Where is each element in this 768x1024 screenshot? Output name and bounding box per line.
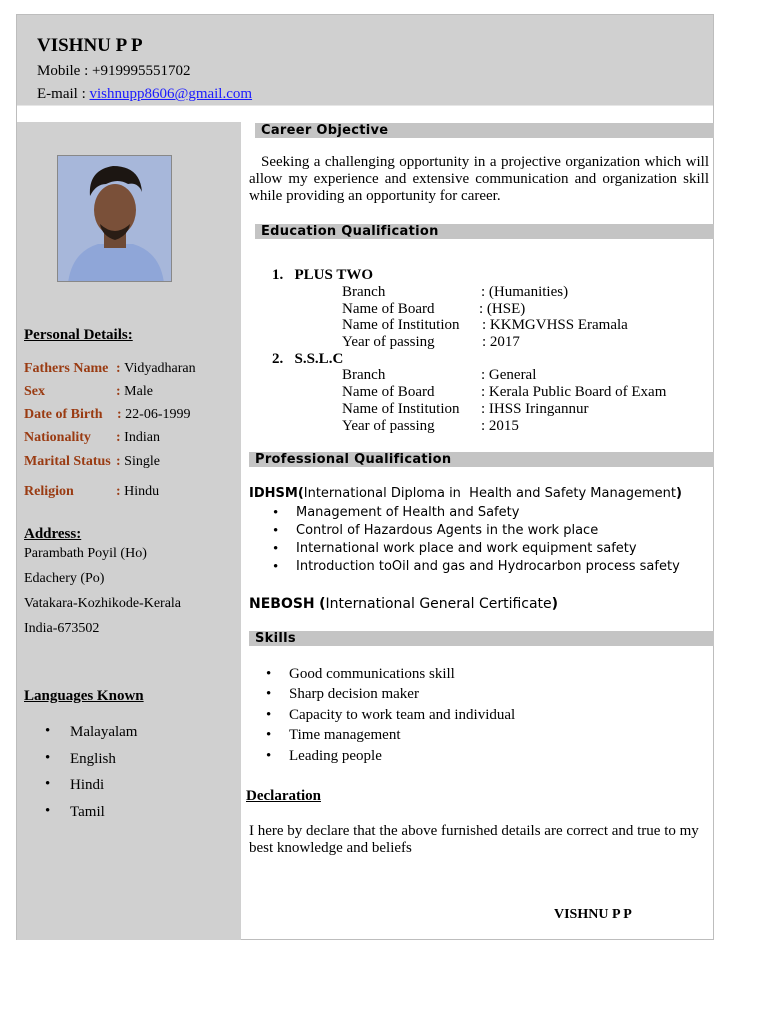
edu-row-label: Branch [342, 284, 386, 300]
edu-row-label: Name of Board [342, 384, 435, 400]
career-objective-heading: Career Objective [255, 123, 714, 138]
mobile-label: Mobile : [37, 63, 92, 79]
header-divider [17, 105, 713, 106]
declaration-heading: Declaration [246, 788, 321, 804]
nebosh-description: International General Certificate [325, 596, 552, 612]
header [17, 15, 713, 105]
nationality-value: Indian [124, 430, 160, 445]
edu-row-value: : General [481, 367, 537, 383]
address-line: India-673502 [24, 621, 100, 636]
edu-row-value: : KKMGVHSS Eramala [482, 317, 628, 333]
signature-name: VISHNU P P [554, 907, 632, 922]
email-line [37, 86, 252, 103]
idhsm-line: IDHSM(International Diploma in Health and Safety Management) [249, 486, 682, 501]
personal-row-nationality: Nationality : Indian [24, 430, 160, 445]
nebosh-line: NEBOSH (International General Certificate) [249, 596, 559, 612]
skill-item: • Leading people [289, 748, 382, 765]
religion-label: Religion [24, 484, 74, 499]
personal-row-marital-status: Marital Status : Single [24, 454, 160, 469]
nebosh-title: NEBOSH [249, 596, 315, 612]
edu-row-label: Year of passing [342, 334, 435, 350]
dob-label: Date of Birth [24, 407, 103, 422]
declaration-text: I here by declare that the above furnished details are correct and true to my best knowledge and beliefs [249, 823, 699, 856]
education-entry-name: S.S.L.C [294, 351, 344, 367]
career-objective-text: Seeking a challenging opportunity in a projective organization which will allow my experience and extensive communication and organization skill while providing an opportunity for career. [249, 154, 709, 204]
language-item: • English [45, 751, 137, 778]
idhsm-item: • Management of Health and Safety [296, 505, 519, 520]
edu-row-label: Branch [342, 367, 386, 383]
address-line: Parambath Poyil (Ho) [24, 546, 147, 561]
idhsm-item: • International work place and work equipment safety [296, 541, 637, 556]
education-entry-number: 2. [272, 351, 284, 367]
edu-row-label: Name of Institution [342, 317, 460, 333]
skill-item: • Sharp decision maker [289, 686, 419, 703]
edu-row-value: : (Humanities) [481, 284, 569, 300]
languages-heading: Languages Known [24, 688, 144, 704]
fathers-name-value: Vidyadharan [124, 361, 196, 376]
languages-list [45, 724, 137, 830]
edu-row-value: : Kerala Public Board of Exam [481, 384, 667, 400]
sex-value: Male [124, 384, 153, 399]
fathers-name-label: Fathers Name [24, 361, 109, 376]
email-label: E-mail : [37, 86, 90, 102]
idhsm-item: • Introduction toOil and gas and Hydrocarbon process safety [296, 559, 680, 574]
address-line: Edachery (Po) [24, 571, 105, 586]
skill-item: • Capacity to work team and individual [289, 707, 515, 724]
idhsm-item: • Control of Hazardous Agents in the work place [296, 523, 598, 538]
skill-item: • Time management [289, 727, 401, 744]
skill-item: • Good communications skill [289, 666, 455, 683]
edu-row-label: Year of passing [342, 418, 435, 434]
religion-value: Hindu [124, 484, 160, 499]
edu-row-label: Name of Institution [342, 401, 460, 417]
address-line: Vatakara-Kozhikode-Kerala [24, 596, 182, 611]
language-item: • Malayalam [45, 724, 137, 751]
idhsm-title: IDHSM [249, 486, 298, 501]
address-heading: Address: [24, 526, 82, 542]
edu-row-value: : 2017 [482, 334, 520, 350]
sex-label: Sex [24, 384, 45, 399]
education-entry-number: 1. [272, 267, 284, 283]
personal-details-heading: Personal Details: [24, 327, 133, 343]
edu-row-value: : (HSE) [479, 301, 526, 317]
personal-row-sex: Sex : Male [24, 384, 153, 399]
dob-value: 22-06-1999 [125, 407, 191, 422]
language-item: • Tamil [45, 804, 137, 831]
nationality-label: Nationality [24, 430, 91, 445]
language-item: • Hindi [45, 777, 137, 804]
education-entry-title [272, 351, 343, 368]
education-entry-title [272, 267, 373, 284]
idhsm-description: International Diploma in Health and Safety Management [303, 486, 676, 501]
person-silhouette-icon [58, 156, 172, 282]
personal-row-fathers-name: Fathers Name : Vidyadharan [24, 361, 196, 376]
resume-page [16, 14, 714, 940]
marital-status-label: Marital Status [24, 454, 111, 469]
personal-row-religion: Religion : Hindu [24, 484, 160, 499]
candidate-name: VISHNU P P [37, 35, 143, 56]
skills-heading: Skills [249, 631, 714, 646]
personal-row-dob: Date of Birth : 22-06-1999 [24, 407, 191, 422]
email-link[interactable]: vishnupp8606@gmail.com [89, 86, 253, 102]
edu-row-label: Name of Board [342, 301, 435, 317]
mobile-number: +919995551702 [92, 63, 191, 79]
profile-photo [57, 155, 172, 282]
edu-row-value: : IHSS Iringannur [481, 401, 589, 417]
marital-status-value: Single [124, 454, 160, 469]
professional-heading: Professional Qualification [249, 452, 714, 467]
education-heading: Education Qualification [255, 224, 714, 239]
education-entry-name: PLUS TWO [294, 267, 373, 283]
edu-row-value: : 2015 [481, 418, 519, 434]
mobile-line [37, 63, 190, 80]
